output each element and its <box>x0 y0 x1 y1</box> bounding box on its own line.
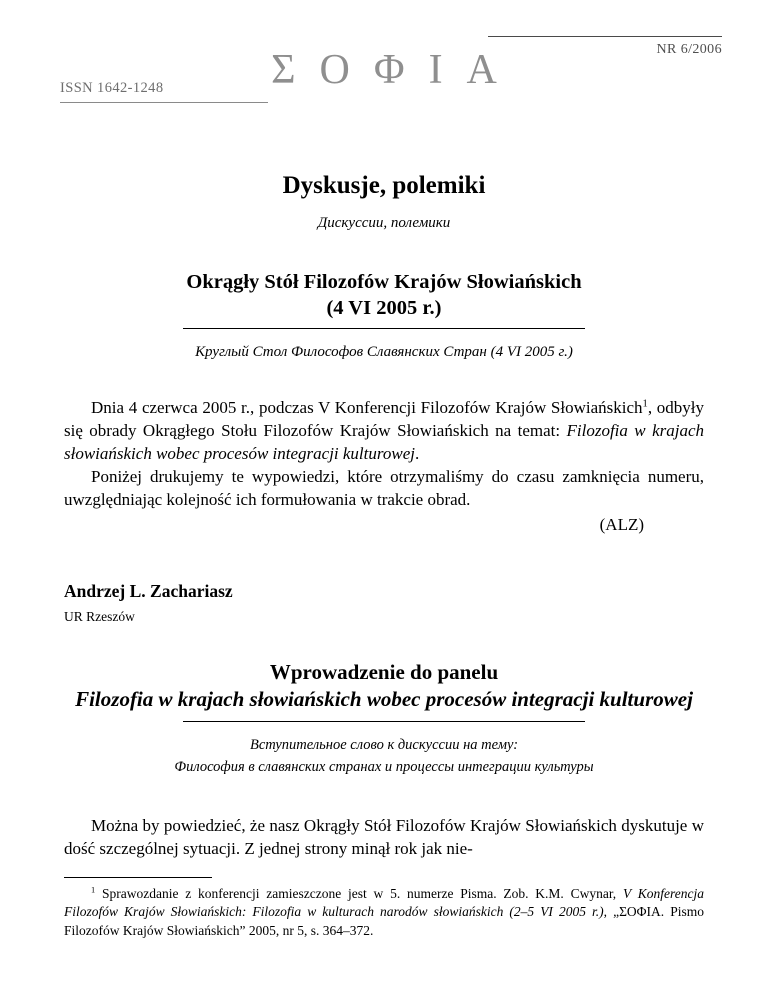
footnote-text-italic: V Konferencja Filozofów Krajów Słowiańskich: Filozofia w kulturach narodów słowiańskich (2–5 VI 2005 r.) <box>64 885 704 920</box>
paragraph-text: , odbyły się obrady Okrągłego Stołu Filozofów Krajów Słowiańskich na temat: <box>64 398 704 441</box>
section-subtitle-russian: Дискуссии, полемики <box>317 215 451 231</box>
panel-subtitle-russian-line2: Философия в славянских странах и процессы интеграции культуры <box>174 759 594 776</box>
roundtable-title-russian: Круглый Стол Философов Славянских Стран (4 VI 2005 г.) <box>195 344 573 361</box>
footnote-ref-marker: 1 <box>642 398 648 410</box>
paragraph-text: Dnia 4 czerwca 2005 r., podczas V Konferencji Filozofów Krajów Słowiańskich <box>91 398 643 418</box>
panel-paragraph-1: Można by powiedzieć, że nasz Okrągły Stół Filozofów Krajów Słowiańskich dyskutuje w dość szczególnej sytuacji. Z jednej strony minął rok jak nie- <box>64 815 704 858</box>
footnote-1 <box>64 885 704 941</box>
masthead <box>0 0 768 150</box>
issn-number: ISSN 1642-1248 <box>60 80 268 103</box>
section-title: Dyskusje, polemiki <box>282 172 486 199</box>
editor-signature: (ALZ) <box>599 515 644 535</box>
footnote-separator <box>64 877 212 878</box>
footnote-number: 1 <box>91 885 96 894</box>
footnote-text: , „ΣΟΦΙΑ. Pismo Filozofów Krajów Słowiańskich” 2005, nr 5, s. 364–372. <box>64 904 704 938</box>
paragraph-text-italic: Filozofia w krajach słowiańskich wobec procesów integracji kulturowej <box>64 421 704 464</box>
panel-title-line1: Wprowadzenie do panelu <box>269 660 499 685</box>
author-name: Andrzej L. Zachariasz <box>64 581 233 602</box>
footnote-text: Sprawozdanie z konferencji zamieszczone jest w 5. numerze Pisma. Zob. K.M. Cwynar, <box>95 885 623 901</box>
panel-subtitle-russian <box>64 734 704 779</box>
panel-title <box>64 659 704 714</box>
roundtable-paragraph-1 <box>64 397 704 466</box>
paragraph-text: . <box>414 444 420 464</box>
panel-subtitle-russian-line1: Вступительное слово к дискуссии на тему: <box>249 736 519 753</box>
roundtable-title-line2: (4 VI 2005 r.) <box>326 297 442 320</box>
title-rule <box>183 328 585 329</box>
roundtable-title-line1: Okrągły Stół Filozofów Krajów Słowiańskich <box>186 271 582 293</box>
journal-logo: ΣΟΦΙΑ <box>271 47 521 93</box>
issue-rule <box>488 36 722 37</box>
panel-title-rule <box>183 721 585 722</box>
roundtable-title <box>64 269 704 321</box>
panel-title-italic: Filozofia w krajach słowiańskich wobec procesów integracji kulturowej <box>75 687 693 712</box>
issue-number: NR 6/2006 <box>656 42 722 57</box>
author-affiliation: UR Rzeszów <box>64 609 135 625</box>
roundtable-paragraph-2: Poniżej drukujemy te wypowiedzi, które otrzymaliśmy do czasu zamknięcia numeru, uwzględniając kolejność ich formułowania w trakcie obrad. <box>64 467 704 510</box>
page-content <box>0 172 768 940</box>
